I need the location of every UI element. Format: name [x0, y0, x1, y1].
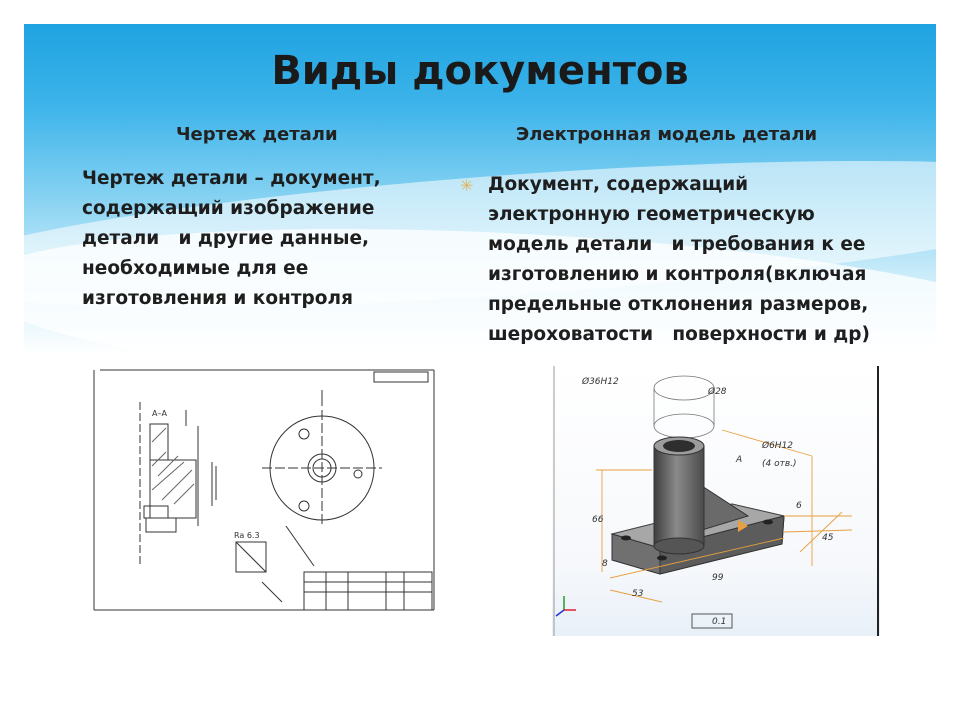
right-column-heading: Электронная модель детали: [516, 124, 818, 145]
star-bullet-icon: ✳: [460, 176, 474, 195]
text-line: электронную геометрическую: [488, 204, 815, 225]
section-label: А–А: [152, 409, 167, 418]
text-line: содержащий изображение: [82, 198, 375, 219]
text-line: необходимые для ее: [82, 258, 309, 279]
dim-small-label: 6: [796, 501, 802, 511]
part-drawing-image: [86, 366, 438, 614]
dim-width-label: 53: [632, 589, 644, 599]
dim-top-label: Ø36H12: [582, 377, 619, 387]
dim-top2-label: Ø28: [708, 387, 727, 397]
dim-hole-label: Ø6H12: [762, 441, 794, 451]
dim-height-label: 66: [592, 515, 604, 525]
text-line: изготовления и контроля: [82, 288, 353, 309]
right-column-text: [488, 170, 928, 350]
text-line: шероховатости поверхности и др): [488, 324, 870, 345]
text-line: Документ, содержащий: [488, 174, 749, 195]
left-column-text: [82, 164, 422, 314]
slide-title: Виды документов: [271, 48, 689, 94]
datum-label: А: [736, 455, 743, 465]
text-line: изготовлению и контроля(включая: [488, 264, 867, 285]
text-line: детали и другие данные,: [82, 228, 370, 249]
dim-thickness-label: 8: [602, 559, 608, 569]
part-3d-model-image: [552, 366, 880, 636]
text-line: Чертеж детали – документ,: [82, 168, 381, 189]
roughness-label: Ra 6.3: [234, 531, 260, 540]
dim-holes-count-label: (4 отв.): [762, 459, 797, 469]
text-line: предельные отклонения размеров,: [488, 294, 869, 315]
tolerance-label: 0.1: [712, 617, 727, 627]
text-line: модель детали и требования к ее: [488, 234, 866, 255]
left-column-heading: Чертеж детали: [176, 124, 338, 145]
dim-side-label: 45: [822, 533, 834, 543]
dim-length-label: 99: [712, 573, 724, 583]
